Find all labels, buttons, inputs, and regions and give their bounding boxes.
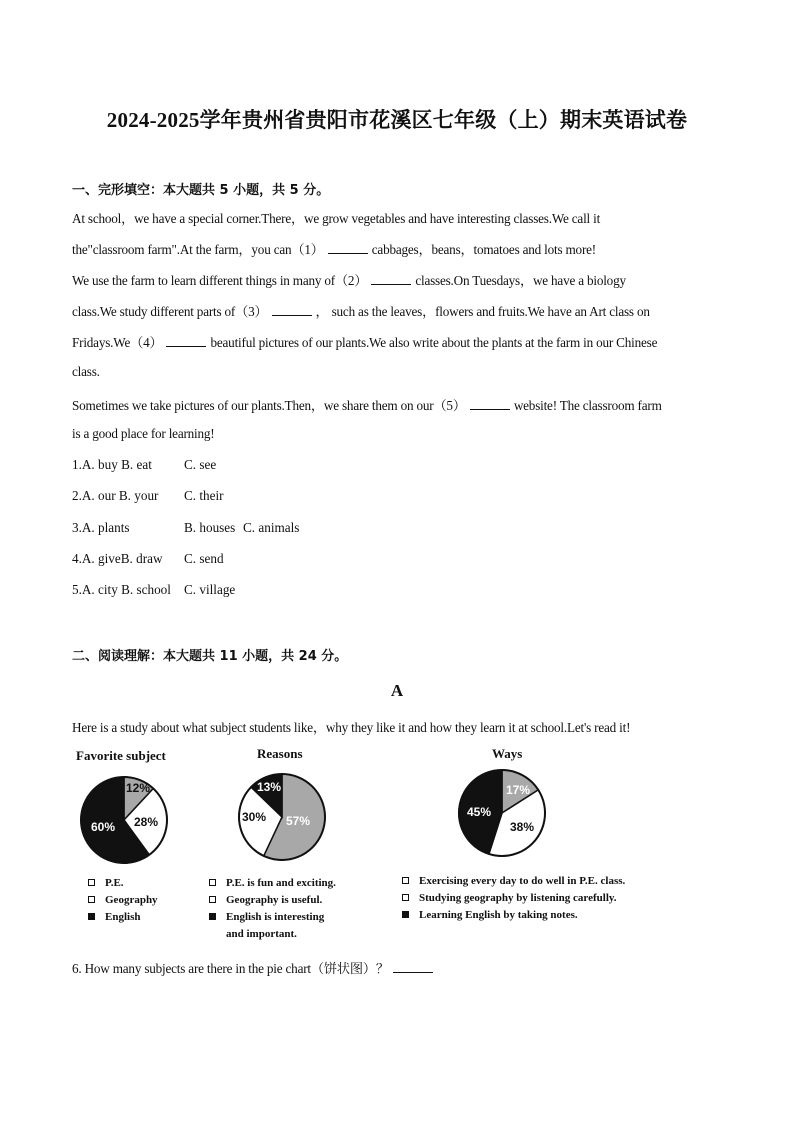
legend-swatch-gray bbox=[209, 879, 216, 886]
passage-line: is a good place for learning! bbox=[72, 426, 215, 441]
pie-chart-favorite-subject bbox=[72, 745, 202, 945]
option-b[interactable]: B. your bbox=[118, 488, 159, 503]
option-a[interactable]: A. our bbox=[81, 488, 116, 503]
option-b[interactable]: B. houses bbox=[184, 520, 236, 535]
question-number: 1. bbox=[72, 457, 82, 472]
question-options-3 bbox=[72, 520, 300, 536]
question-number: 2. bbox=[72, 488, 82, 503]
option-a[interactable]: A. plants bbox=[81, 520, 130, 535]
question-number: 4. bbox=[72, 551, 82, 566]
svg-text:45%: 45% bbox=[467, 805, 492, 819]
svg-text:13%: 13% bbox=[257, 780, 282, 794]
passage-line: At school，we have a special corner.There，we grow vegetables and have interesting classes.We call it bbox=[72, 211, 601, 226]
option-c[interactable]: C. animals bbox=[243, 520, 300, 535]
chart-legend: P.E. Geography English bbox=[88, 875, 158, 926]
chart-title: Favorite subject bbox=[76, 748, 166, 763]
section2-heading: 二、阅读理解：本大题共 11 小题，共 24 分。 bbox=[72, 649, 348, 664]
passage-line: Fridays.We（4） beautiful pictures of our plants.We also write about the plants at the farm in our Chinese bbox=[72, 335, 658, 350]
reading-intro: Here is a study about what subject students like，why they like it and how they learn it at school.Let's read it! bbox=[72, 720, 631, 735]
answer-blank-3[interactable] bbox=[272, 304, 312, 316]
question-6: 6. How many subjects are there in the pie chart（饼状图）？ bbox=[72, 958, 437, 977]
chart-legend: P.E. is fun and exciting. Geography is useful. English is interesting and important. bbox=[209, 875, 336, 943]
svg-text:57%: 57% bbox=[286, 814, 311, 828]
legend-swatch-black bbox=[88, 913, 95, 920]
part-label: A bbox=[390, 681, 404, 700]
chart-title: Reasons bbox=[257, 746, 303, 761]
option-c[interactable]: C. village bbox=[184, 582, 236, 597]
passage-line: the"classroom farm".At the farm，you can（1） cabbages，beans，tomatoes and lots more! bbox=[72, 242, 596, 257]
svg-text:30%: 30% bbox=[242, 810, 267, 824]
option-c[interactable]: C. their bbox=[184, 488, 224, 503]
pie-favorite-subject bbox=[74, 770, 174, 870]
answer-blank-6[interactable] bbox=[393, 961, 433, 973]
document-title: 2024-2025学年贵州省贵阳市花溪区七年级（上）期末英语试卷 bbox=[106, 108, 688, 132]
svg-text:60%: 60% bbox=[91, 820, 116, 834]
pie-chart-ways bbox=[398, 745, 638, 935]
passage-line: We use the farm to learn different things in many of（2） classes.On Tuesdays，we have a biology bbox=[72, 273, 626, 288]
option-b[interactable]: B. school bbox=[121, 582, 171, 597]
answer-blank-1[interactable] bbox=[328, 242, 368, 254]
svg-text:17%: 17% bbox=[506, 783, 531, 797]
legend-swatch-white bbox=[88, 896, 95, 903]
question-number: 5. bbox=[72, 582, 82, 597]
answer-blank-4[interactable] bbox=[166, 335, 206, 347]
option-b[interactable]: B. draw bbox=[120, 551, 163, 566]
answer-blank-2[interactable] bbox=[371, 273, 411, 285]
question-number: 3. bbox=[72, 520, 82, 535]
pie-ways bbox=[452, 763, 552, 863]
option-b[interactable]: B. eat bbox=[121, 457, 152, 472]
passage-line: Sometimes we take pictures of our plants.Then，we share them on our（5） website! The classroom farm bbox=[72, 398, 662, 413]
section1-heading: 一、完形填空：本大题共 5 小题，共 5 分。 bbox=[72, 183, 330, 198]
legend-swatch-gray bbox=[88, 879, 95, 886]
legend-swatch-white bbox=[209, 896, 216, 903]
svg-text:38%: 38% bbox=[510, 820, 535, 834]
option-a[interactable]: A. city bbox=[81, 582, 118, 597]
legend-swatch-black bbox=[402, 911, 409, 918]
chart-title: Ways bbox=[492, 746, 523, 761]
svg-text:28%: 28% bbox=[134, 815, 159, 829]
answer-blank-5[interactable] bbox=[470, 398, 510, 410]
legend-swatch-white bbox=[402, 894, 409, 901]
option-c[interactable]: C. send bbox=[184, 551, 224, 566]
option-c[interactable]: C. see bbox=[184, 457, 217, 472]
option-a[interactable]: A. buy bbox=[81, 457, 118, 472]
passage-line: class. bbox=[72, 364, 100, 379]
chart-legend: Exercising every day to do well in P.E. class. Studying geography by listening carefully. Learning English by taking notes. bbox=[402, 873, 625, 924]
pie-reasons bbox=[232, 767, 332, 867]
passage-line: class.We study different parts of（3） ， such as the leaves，flowers and fruits.We have an Art class on bbox=[72, 304, 650, 319]
legend-swatch-gray bbox=[402, 877, 409, 884]
svg-text:12%: 12% bbox=[126, 781, 151, 795]
question-options-5 bbox=[72, 582, 236, 598]
question-options-4 bbox=[72, 551, 224, 567]
pie-chart-reasons bbox=[205, 745, 365, 945]
legend-swatch-black bbox=[209, 913, 216, 920]
option-a[interactable]: A. give bbox=[81, 551, 121, 566]
question-options-2 bbox=[72, 488, 224, 504]
question-options-1 bbox=[72, 457, 217, 473]
